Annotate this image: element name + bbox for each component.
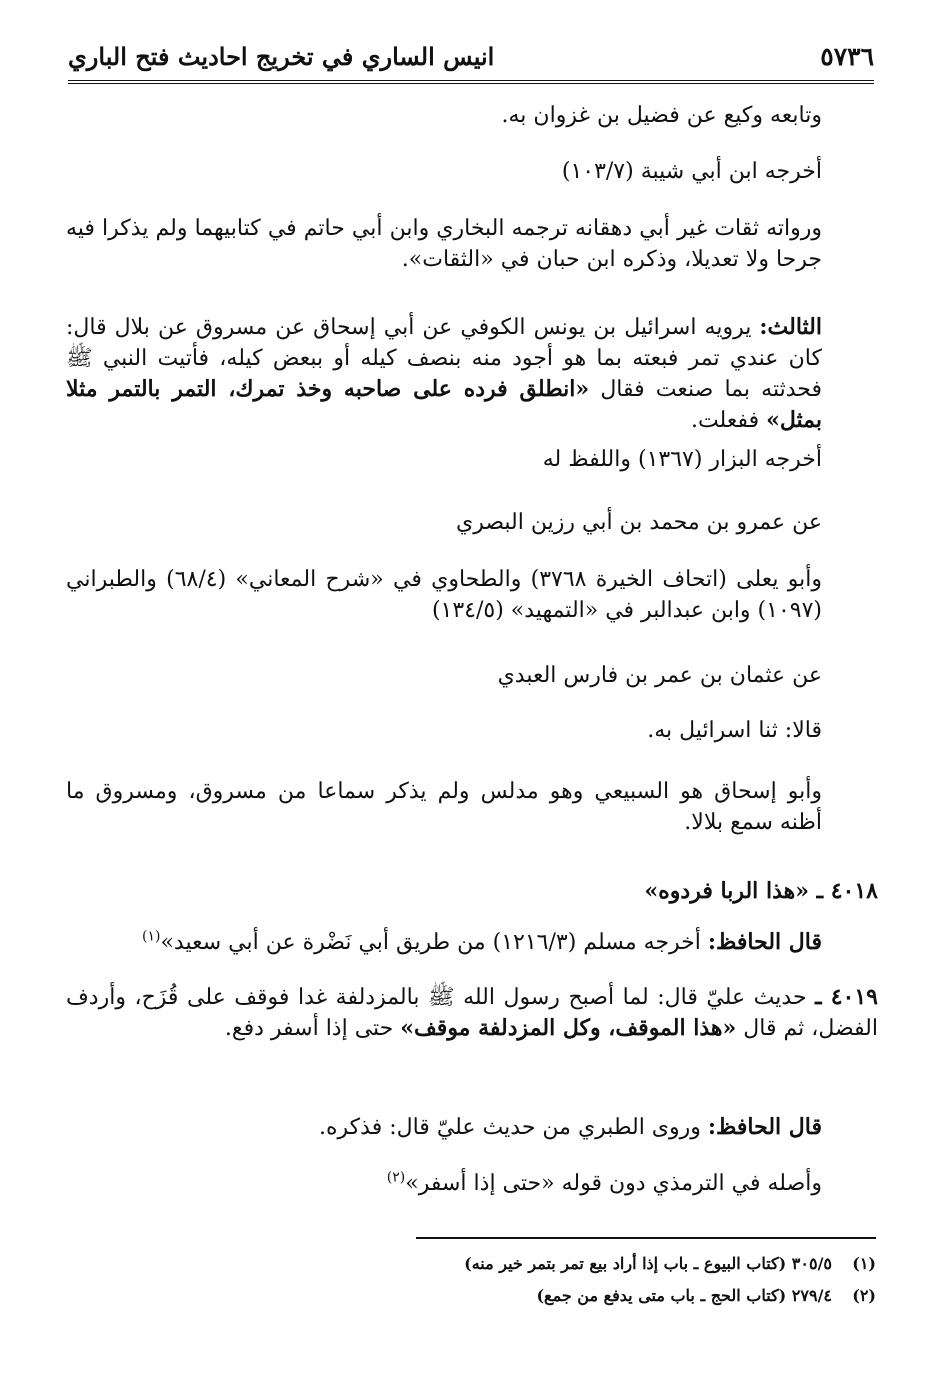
page-number: ٥٧٣٦: [820, 42, 874, 71]
lead-label: الثالث:: [759, 314, 822, 340]
footnote-text: ٢٧٩/٤ (كتاب الحج ـ باب متى يدفع من جمع): [536, 1286, 832, 1305]
footnote-number: (١): [852, 1254, 876, 1273]
paragraph-hafiz-muslim: [66, 927, 878, 958]
lead-label: قال الحافظ:: [707, 1114, 822, 1140]
hadith-heading-4018: ٤٠١٨ ـ «هذا الربا فردوه»: [644, 878, 878, 904]
paragraph-qala: قالا: ثنا اسرائيل به.: [647, 718, 822, 743]
paragraph-amr: عن عمرو بن محمد بن أبي رزين البصري: [455, 510, 822, 535]
footnote-ref: (١): [142, 928, 161, 945]
footnote: [396, 1280, 876, 1312]
hadith-quote: «هذا الموقف، وكل المزدلفة موقف»: [400, 1015, 737, 1041]
paragraph-text: وأصله في الترمذي دون قوله «حتى إذا أسفر»: [405, 1171, 822, 1196]
page-header: [68, 40, 874, 84]
paragraph-tail: ففعلت.: [690, 408, 767, 433]
paragraph-text: أخرجه مسلم (١٢١٦/٣) من طريق أبي نَضْرة عن أبي سعيد»: [160, 930, 708, 955]
paragraph-abu-ishaq: وأبو إسحاق هو السبيعي وهو مدلس ولم يذكر سماعا من مسروق، ومسروق ما أظنه سمع بلالا.: [66, 779, 822, 835]
paragraph-hafiz-tabari: [66, 1112, 878, 1143]
paragraph-uthman: عن عثمان بن عمر بن فارس العبدي: [497, 663, 822, 688]
footnote-divider: [416, 1237, 876, 1239]
paragraph-narrators: ورواته ثقات غير أبي دهقانه ترجمه البخاري وابن أبي حاتم في كتابيهما ولم يذكرا فيه جرحا ولا تعديلا، وذكره ابن حبان في «الثقات».: [66, 216, 822, 272]
hadith-number: ٤٠١٩ ـ: [815, 984, 878, 1010]
paragraph-abu-yala: وأبو يعلى (اتحاف الخيرة ٣٧٦٨) والطحاوي في «شرح المعاني» (٦٨/٤) والطبراني (١٠٩٧) وابن عبدالبر في «التمهيد» (١٣٤/٥): [66, 567, 822, 623]
paragraph-text: وروى الطبري من حديث عليّ قال: فذكره.: [319, 1115, 708, 1140]
paragraph-text: يرويه اسرائيل بن يونس الكوفي عن أبي إسحاق عن مسروق عن بلال قال: كان عندي تمر فبعته بما هو أجود منه بنصف كيله أو ببعض كيله، فأتيت النبي ﷺ فحدثته بما صنعت فقال: [66, 315, 822, 402]
paragraph-third-route: [66, 312, 878, 436]
paragraph-tail: حتى إذا أسفر دفع.: [224, 1016, 401, 1041]
running-title: انيس الساري في تخريج احاديث فتح الباري: [68, 42, 495, 71]
footnote-text: ٣٠٥/٥ (كتاب البيوع ـ باب إذا أراد بيع تمر بتمر خير منه): [464, 1254, 832, 1273]
hadith-4019: [66, 982, 878, 1044]
footnote-ref: (٢): [386, 1169, 406, 1186]
footnote-number: (٢): [852, 1286, 876, 1305]
lead-label: قال الحافظ:: [707, 929, 822, 955]
hadith-quote: «انطلق فرده على صاحبه وخذ تمرك، التمر بالتمر مثلا بمثل»: [66, 376, 822, 433]
footnotes: [396, 1248, 876, 1312]
footnote: [396, 1248, 876, 1280]
paragraph-tirmidhi: [66, 1168, 878, 1199]
paragraph-text: حديث عليّ قال: لما أصبح رسول الله ﷺ بالمزدلفة غدا فوقف على قُزَح، وأردف الفضل، ثم قال: [66, 985, 878, 1041]
paragraph-ibn-abi-shaybah: أخرجه ابن أبي شيبة (١٠٣/٧): [561, 159, 822, 184]
paragraph-bazzar: أخرجه البزار (١٣٦٧) واللفظ له: [542, 447, 822, 472]
paragraph-follow-up: وتابعه وكيع عن فضيل بن غزوان به.: [501, 103, 822, 128]
